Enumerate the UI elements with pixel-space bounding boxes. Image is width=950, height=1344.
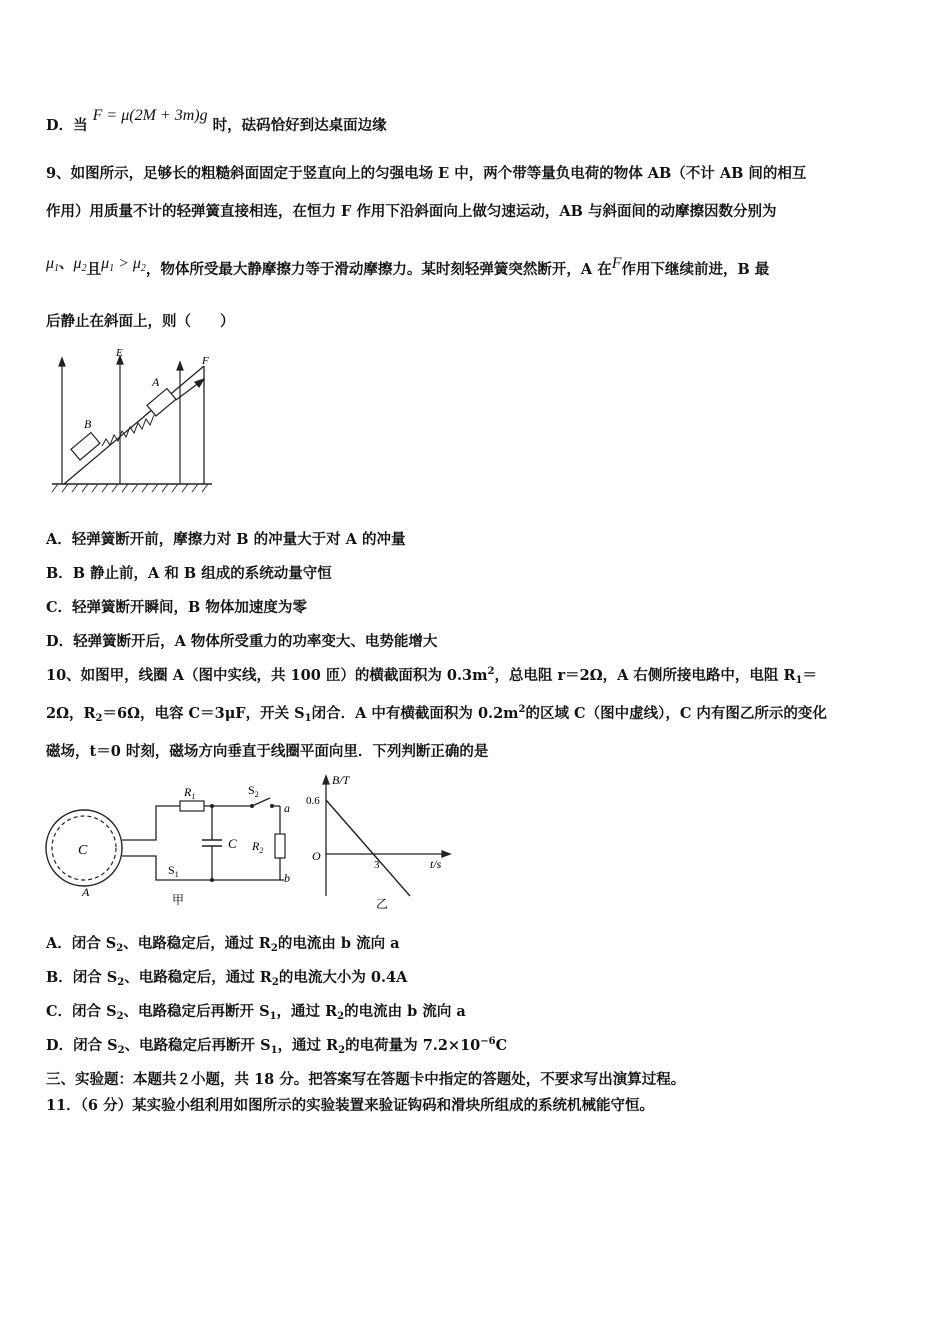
q10-option-d: D．闭合 $S_2$、电路稳定后再断开 $S_1$，通过 $R_2$的电荷量为 $7.2\times 10^{-6}C$ — [46, 1036, 508, 1056]
q9-line4: 后静止在斜面上，则（ ） — [46, 313, 235, 330]
svg-text:C: C — [78, 843, 88, 858]
q10-line1: 10、如图甲，线圈 A（图中实线，共 100 匝）的横截面积为 $0.3m^2$，总电阻 r＝2Ω，A 右侧所接电路中，电阻 $R_1=$ — [46, 666, 817, 686]
q10-option-b: B．闭合 $S_2$、电路稳定后，通过 $R_2$的电流大小为 0.4A — [46, 969, 408, 988]
svg-text:S2: $S_2$ — [248, 783, 259, 799]
svg-text:甲: 甲 — [172, 893, 185, 907]
svg-text:R2: $R_2$ — [252, 839, 264, 855]
label-F: F — [202, 355, 209, 367]
q9-option-a: A．轻弹簧断开前，摩擦力对 B 的冲量大于对 A 的冲量 — [46, 531, 406, 548]
q10-line2: 2Ω，$R_2=6\Omega$，电容 C＝3μF，开关 $S_1$闭合．A 中有横截面积为 $0.2m^2$的区域 C（图中虚线），C 内有图乙所示的变化 — [46, 704, 827, 724]
svg-text:0.6: 0.6 — [306, 795, 320, 807]
q10-circuit-figure — [44, 780, 304, 910]
q10-graph-figure — [306, 772, 456, 912]
q9-option-c: C．轻弹簧断开瞬间，B 物体加速度为零 — [46, 599, 307, 616]
q10-line3: 磁场，t＝0 时刻，磁场方向垂直于线圈平面向里．下列判断正确的是 — [46, 743, 489, 760]
q9-option-d: D．轻弹簧断开后，A 物体所受重力的功率变大、电势能增大 — [46, 633, 438, 650]
svg-text:O: O — [312, 849, 321, 863]
section-3-heading: 三、实验题：本题共２小题，共 18 分。把答案写在答题卡中指定的答题处，不要求写出演算过程。 — [46, 1071, 686, 1088]
svg-text:t/s: t/s — [430, 857, 442, 871]
q9-incline-figure — [44, 342, 224, 502]
svg-text:C: C — [228, 836, 237, 851]
q9-line3: $\mu_1$、$\mu_2$且$\mu_1 > \mu_2$，物体所受最大静摩擦力等于滑动摩擦力。某时刻轻弹簧突然断开，A 在F作用下继续前进，B 最 — [46, 255, 770, 278]
svg-text:S1: $S_1$ — [168, 863, 179, 879]
svg-text:3: 3 — [374, 859, 380, 871]
q8-option-d: D．当 F = μ(2M + 3m)g 时，砝码恰好到达桌面边缘 — [46, 107, 387, 134]
q11-stem: 11．（6 分）某实验小组利用如图所示的实验装置来验证钩码和滑块所组成的系统机械能守恒。 — [46, 1097, 655, 1114]
label-B: B — [84, 417, 92, 431]
label-E: E — [116, 347, 123, 359]
q8-formula: F = μ(2M + 3m)g — [92, 107, 208, 124]
q10-option-c: C．闭合 $S_2$、电路稳定后再断开 $S_1$，通过 $R_2$的电流由 b 流向 a — [46, 1003, 466, 1022]
q9-line1: 9、如图所示，足够长的粗糙斜面固定于竖直向上的匀强电场 E 中，两个带等量负电荷的物体 AB（不计 AB 间的相互 — [46, 165, 807, 182]
svg-text:B/T: B/T — [332, 773, 350, 787]
q9-option-b: B．B 静止前，A 和 B 组成的系统动量守恒 — [46, 565, 332, 582]
svg-text:a: a — [284, 801, 290, 815]
label-A: A — [152, 375, 160, 389]
svg-text:R1: $R_1$ — [184, 785, 196, 801]
svg-text:A: A — [82, 885, 90, 899]
svg-text:b: b — [284, 871, 290, 885]
q9-line2: 作用）用质量不计的轻弹簧直接相连，在恒力 F 作用下沿斜面向上做匀速运动，AB 与斜面间的动摩擦因数分别为 — [46, 203, 777, 220]
q10-option-a: A．闭合 $S_2$、电路稳定后，通过 $R_2$的电流由 b 流向 a — [46, 935, 400, 954]
svg-text:乙: 乙 — [376, 897, 389, 911]
